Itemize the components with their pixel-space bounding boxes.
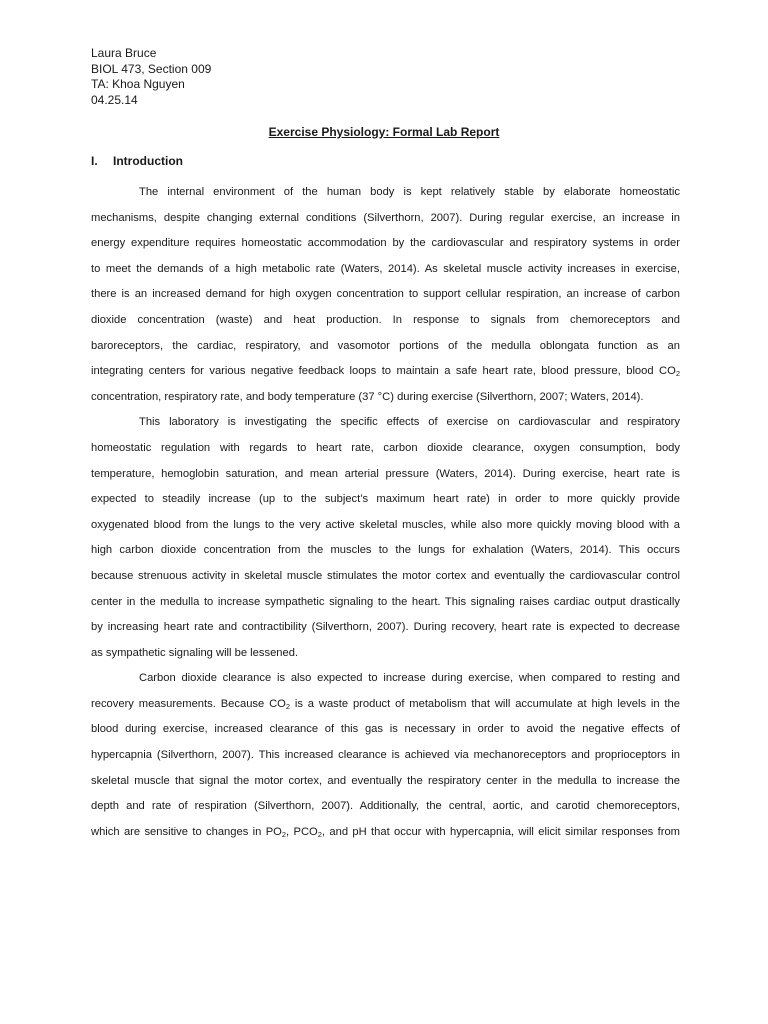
paragraph-3-line: depth and rate of respiration (Silverthorn, 2007). Additionally, the central, aortic, and carotid chemoreceptors,: [91, 800, 680, 813]
paragraph-3-line: blood during exercise, increased clearance of this gas is necessary in order to avoid the negative effects of: [91, 723, 680, 736]
section-title: Introduction: [113, 154, 183, 168]
paragraph-2-line: temperature, hemoglobin saturation, and mean arterial pressure (Waters, 2014). During exercise, heart rate is: [91, 467, 680, 480]
paragraph-2-line: by increasing heart rate and contractibility (Silverthorn, 2007). During recovery, heart rate is expected to decrease: [91, 621, 680, 634]
paragraph-3-line-text: , and pH that occur with hypercapnia, will elicit similar responses from: [321, 825, 680, 838]
paragraph-1-line: concentration, respiratory rate, and body temperature (37 °C) during exercise (Silverthorn, 2007; Waters, 2014).: [91, 390, 644, 403]
report-date: 04.25.14: [91, 92, 138, 107]
ta-name: TA: Khoa Nguyen: [91, 77, 185, 91]
course-section: BIOL 473, Section 009: [91, 61, 212, 76]
paragraph-1-line: there is an increased demand for high oxygen concentration to support cellular respiration, an increase of carbon: [91, 288, 680, 301]
paragraph-2-line: homeostatic regulation with regards to heart rate, carbon dioxide clearance, oxygen consumption, body: [91, 441, 680, 454]
paragraph-3-line: [91, 820, 680, 846]
paragraph-1-line: The internal environment of the human body is kept relatively stable by elaborate homeostatic: [139, 186, 680, 198]
paragraph-1-line: [91, 359, 680, 385]
paragraph-3-line-text: , PCO: [286, 825, 318, 838]
paragraph-2-line: expected to steadily increase (up to the subject’s maximum heart rate) in order to more quickly provide: [91, 493, 680, 506]
co2-subscript: 2: [675, 369, 680, 379]
paragraph-2-line: oxygenated blood from the lungs to the very active skeletal muscles, while also more quickly moving blood with a: [91, 518, 680, 531]
paragraph-1-line: baroreceptors, the cardiac, respiratory, and vasomotor portions of the medulla oblongata function as an: [91, 339, 680, 352]
document-header: [91, 46, 211, 108]
co2-subscript: 2: [285, 701, 291, 711]
paragraph-3-line: hypercapnia (Silverthorn, 2007). This increased clearance is achieved via mechanoreceptors and proprioceptors in: [91, 749, 680, 762]
paragraph-1-line: mechanisms, despite changing external conditions (Silverthorn, 2007). During regular exercise, an increase in: [91, 211, 680, 224]
po2-subscript: 2: [281, 829, 287, 839]
paragraph-3-line-text: is a waste product of metabolism that will accumulate at high levels in the: [290, 697, 680, 710]
paragraph-2-line: because strenuous activity in skeletal muscle stimulates the motor cortex and eventually the cardiovascular control: [91, 569, 680, 582]
paragraph-2-line: center in the medulla to increase sympathetic signaling to the heart. This signaling raises cardiac output drastically: [91, 595, 680, 608]
pco2-subscript: 2: [317, 829, 322, 839]
section-heading: [91, 154, 183, 168]
paragraph-3-line: skeletal muscle that signal the motor cortex, and eventually the respiratory center in the medulla to increase the: [91, 774, 680, 787]
section-number: I.: [91, 154, 98, 168]
paragraph-2-line: as sympathetic signaling will be lessened.: [91, 646, 299, 659]
paragraph-1-line: to meet the demands of a high metabolic rate (Waters, 2014). As skeletal muscle activity increases in exercise,: [91, 262, 680, 275]
author-name: Laura Bruce: [91, 46, 157, 60]
paragraph-2-line: This laboratory is investigating the specific effects of exercise on cardiovascular and respiratory: [139, 416, 680, 429]
report-title: Exercise Physiology: Formal Lab Report: [268, 125, 500, 139]
paragraph-3-line-text: recovery measurements. Because CO: [91, 697, 286, 710]
paragraph-1-line: energy expenditure requires homeostatic accommodation by the cardiovascular and respiratory systems in order: [91, 237, 680, 250]
paragraph-2-line: high carbon dioxide concentration from the muscles to the lungs for exhalation (Waters, 2014). This occurs: [91, 544, 680, 557]
paragraph-3-line: [91, 692, 680, 718]
paragraph-1-line: dioxide concentration (waste) and heat production. In response to signals from chemoreceptors and: [91, 313, 680, 326]
paragraph-1-line-text: integrating centers for various negative feedback loops to maintain a safe heart rate, blood pressure, blood CO: [91, 365, 676, 378]
paragraph-3-line-text: which are sensitive to changes in PO: [91, 825, 282, 838]
paragraph-3-line: Carbon dioxide clearance is also expected to increase during exercise, when compared to resting and: [139, 672, 680, 685]
introduction-body: [91, 180, 680, 845]
